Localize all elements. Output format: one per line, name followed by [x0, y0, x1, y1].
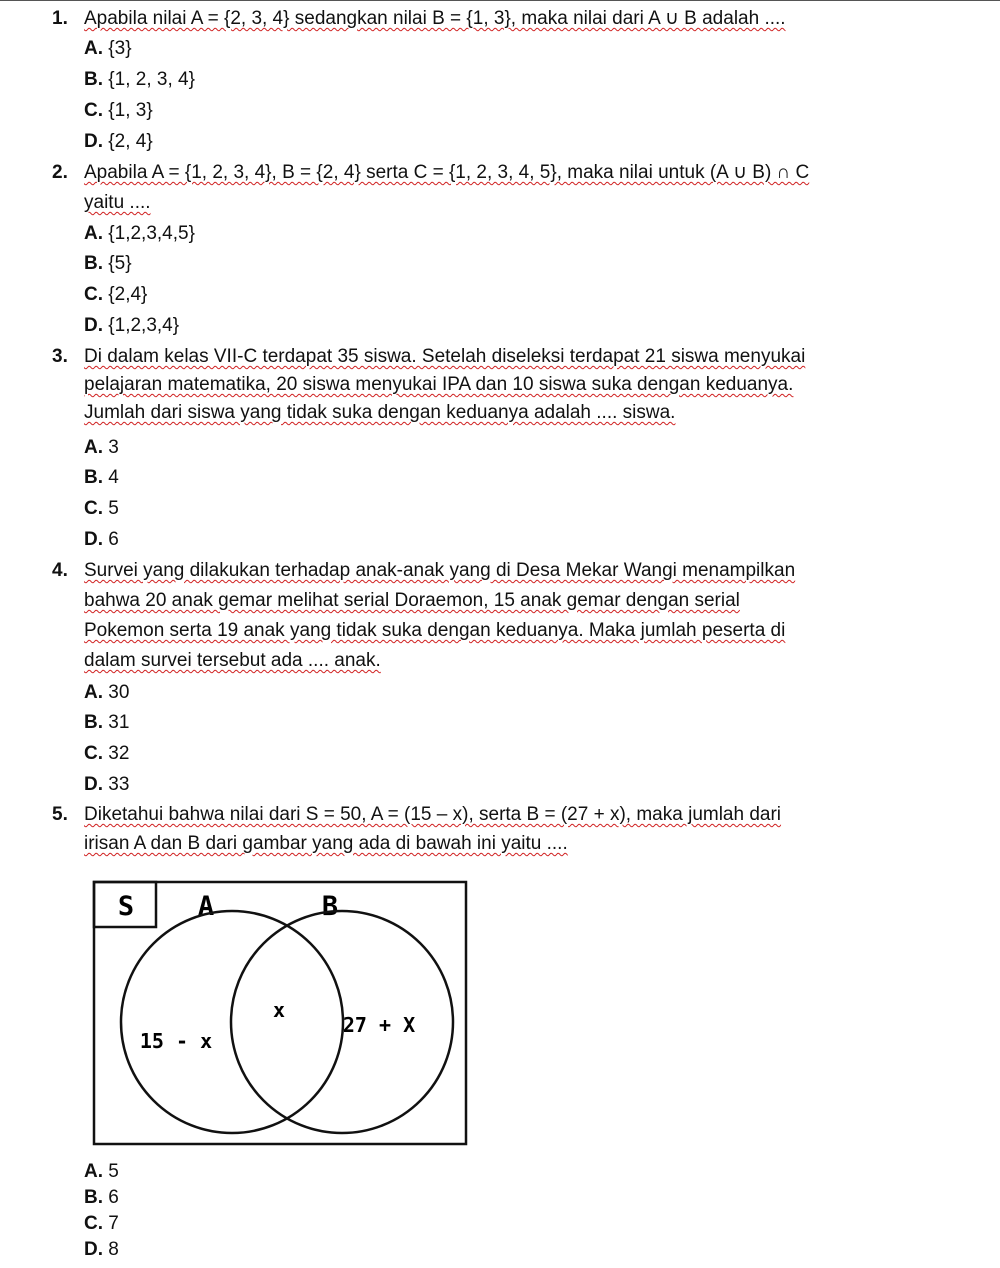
option-a: A. {1,2,3,4,5} [84, 223, 195, 244]
b-only-value: 27 + X [342, 1013, 416, 1037]
option-d: D. 8 [84, 1239, 119, 1260]
option-c: C. 5 [84, 498, 119, 519]
venn-diagram [92, 880, 472, 1150]
question-text-line: yaitu .... [84, 192, 151, 213]
option-b: B. 4 [84, 467, 119, 488]
option-c: C. 7 [84, 1213, 119, 1234]
option-c: C. {1, 3} [84, 100, 153, 121]
intersection-value: x [272, 998, 286, 1022]
question-text: Apabila nilai A = {2, 3, 4} sedangkan nilai B = {1, 3}, maka nilai dari A ∪ B adalah .... [84, 8, 786, 29]
option-d: D. 6 [84, 529, 119, 550]
option-a: A. 5 [84, 1161, 119, 1182]
option-d: D. {2, 4} [84, 131, 153, 152]
option-c: C. 32 [84, 743, 130, 764]
question-number: 2. [52, 162, 68, 183]
question-text-line: irisan A dan B dari gambar yang ada di bawah ini yaitu .... [84, 833, 568, 854]
question-text-line: Apabila A = {1, 2, 3, 4}, B = {2, 4} serta C = {1, 2, 3, 4, 5}, maka nilai untuk (A ∪ B) ∩ C [84, 162, 810, 183]
question-text-line: dalam survei tersebut ada .... anak. [84, 650, 381, 671]
option-d: D. 33 [84, 774, 130, 795]
question-number: 1. [52, 8, 68, 29]
question-number: 5. [52, 804, 68, 825]
question-text-line: Survei yang dilakukan terhadap anak-anak yang di Desa Mekar Wangi menampilkan [84, 560, 796, 581]
option-d: D. {1,2,3,4} [84, 315, 180, 336]
option-a: A. {3} [84, 38, 132, 59]
question-text-line: Di dalam kelas VII-C terdapat 35 siswa. Setelah diseleksi terdapat 21 siswa menyukai [84, 346, 806, 367]
option-b: B. 31 [84, 712, 130, 733]
option-b: B. 6 [84, 1187, 119, 1208]
set-b-label: B [321, 891, 339, 922]
option-a: A. 3 [84, 437, 119, 458]
universe-label: S [117, 891, 135, 922]
option-a: A. 30 [84, 682, 130, 703]
question-text-line: Jumlah dari siswa yang tidak suka dengan keduanya adalah .... siswa. [84, 402, 676, 423]
a-only-value: 15 - x [139, 1029, 213, 1053]
question-text-line: Pokemon serta 19 anak yang tidak suka dengan keduanya. Maka jumlah peserta di [84, 620, 786, 641]
option-b: B. {5} [84, 253, 132, 274]
question-text-line: Diketahui bahwa nilai dari S = 50, A = (15 – x), serta B = (27 + x), maka jumlah dari [84, 804, 782, 825]
question-number: 4. [52, 560, 68, 581]
question-number: 3. [52, 346, 68, 367]
top-border-line [0, 0, 1000, 1]
option-b: B. {1, 2, 3, 4} [84, 69, 195, 90]
set-a-label: A [197, 891, 215, 922]
option-c: C. {2,4} [84, 284, 148, 305]
question-text-line: pelajaran matematika, 20 siswa menyukai IPA dan 10 siswa suka dengan keduanya. [84, 374, 794, 395]
question-text-line: bahwa 20 anak gemar melihat serial Doraemon, 15 anak gemar dengan serial [84, 590, 740, 611]
